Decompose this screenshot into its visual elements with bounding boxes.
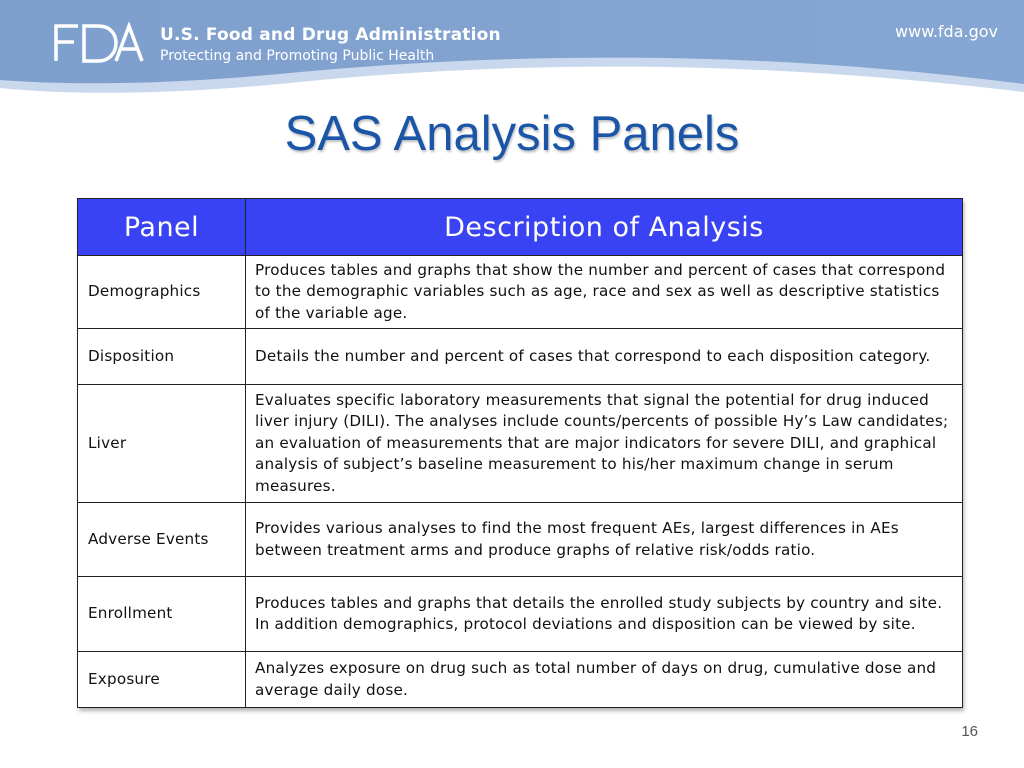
fda-logo-icon xyxy=(52,22,146,64)
banner-background xyxy=(0,0,1024,110)
header-panel: Panel xyxy=(78,199,246,256)
description-cell: Produces tables and graphs that show the number and percent of cases that correspond to the demographic variables such as age, race and sex as well as descriptive statistics of the variable age. xyxy=(246,256,963,329)
agency-tagline: Protecting and Promoting Public Health xyxy=(160,48,435,64)
panel-cell: Disposition xyxy=(78,329,246,385)
agency-block xyxy=(160,24,501,66)
description-cell: Provides various analyses to find the most frequent AEs, largest differences in AEs between treatment arms and produce graphs of relative risk/odds ratio. xyxy=(246,503,963,577)
panel-cell: Enrollment xyxy=(78,577,246,652)
header-description: Description of Analysis xyxy=(246,199,963,256)
table-row xyxy=(78,503,963,577)
panel-cell: Liver xyxy=(78,385,246,503)
table-row xyxy=(78,256,963,329)
description-cell: Details the number and percent of cases that correspond to each disposition category. xyxy=(246,329,963,385)
panel-cell: Exposure xyxy=(78,652,246,708)
agency-name: U.S. Food and Drug Administration xyxy=(160,25,501,45)
panel-cell: Adverse Events xyxy=(78,503,246,577)
table-row xyxy=(78,385,963,503)
header-banner xyxy=(0,0,1024,110)
table-row xyxy=(78,329,963,385)
slide-title: SAS Analysis Panels xyxy=(284,107,740,161)
page-number: 16 xyxy=(961,723,978,740)
analysis-panels-table xyxy=(77,198,962,708)
table-row xyxy=(78,652,963,708)
description-cell: Produces tables and graphs that details the enrolled study subjects by country and site. In addition demographics, protocol deviations and disposition can be viewed by site. xyxy=(246,577,963,652)
description-cell: Evaluates specific laboratory measurements that signal the potential for drug induced liver injury (DILI). The analyses include counts/percents of possible Hy’s Law candidates; an evaluation of measurements that are major indicators for severe DILI, and graphical analysis of subject’s baseline measurement to his/her maximum change in serum measures. xyxy=(246,385,963,503)
description-cell: Analyzes exposure on drug such as total number of days on drug, cumulative dose and average daily dose. xyxy=(246,652,963,708)
table-header-row xyxy=(78,199,963,256)
site-url[interactable]: www.fda.gov xyxy=(895,22,998,41)
table-row xyxy=(78,577,963,652)
panel-cell: Demographics xyxy=(78,256,246,329)
